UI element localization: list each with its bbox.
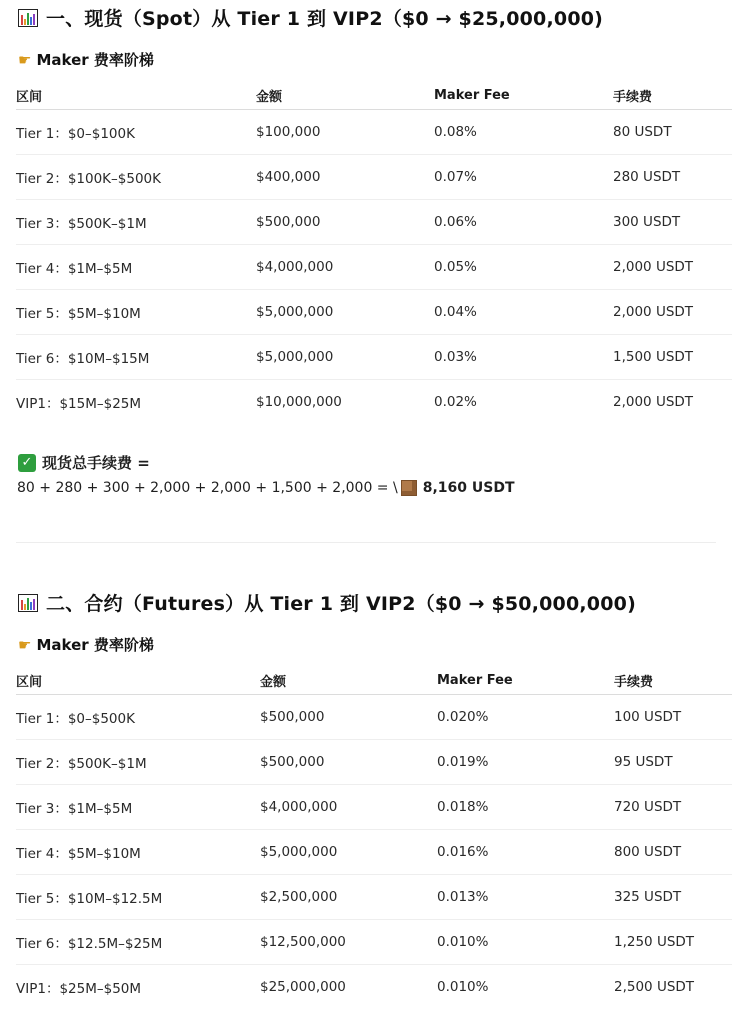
cell-amount: $5,000,000 [256, 290, 434, 335]
cell-maker-fee: 0.03% [434, 335, 613, 380]
table-row [16, 110, 732, 155]
cell-range: Tier 6：$12.5M–$25M [16, 920, 260, 965]
pointing-hand-icon: ☛ [18, 635, 32, 654]
cell-range: Tier 5：$10M–$12.5M [16, 875, 260, 920]
cell-range: Tier 3：$1M–$5M [16, 785, 260, 830]
spot-total-title [18, 452, 150, 473]
cell-maker-fee: 0.013% [437, 875, 614, 920]
cell-maker-fee: 0.010% [437, 979, 489, 995]
table-row [16, 785, 732, 830]
table-row [16, 155, 732, 200]
column-header-fee: 手续费 [614, 666, 732, 695]
cell-range: Tier 5：$5M–$10M [16, 290, 256, 335]
table-row [16, 290, 732, 335]
futures-section-title [18, 589, 636, 616]
pointing-hand-icon: ☛ [18, 50, 32, 69]
cell-maker-fee: 0.06% [434, 200, 613, 245]
package-icon [401, 480, 417, 496]
table-row [16, 245, 732, 290]
table-row [16, 380, 732, 425]
cell-maker-fee: 0.05% [434, 245, 613, 290]
cell-range: Tier 2：$100K–$500K [16, 155, 256, 200]
cell-fee: 95 USDT [614, 740, 732, 785]
column-header-range: 区间 [16, 666, 260, 695]
futures-subtitle-text: Maker 费率阶梯 [36, 636, 154, 654]
cell-range: Tier 6：$10M–$15M [16, 335, 256, 380]
cell-maker-fee: 0.04% [434, 290, 613, 335]
cell-range: Tier 1：$0–$100K [16, 110, 256, 155]
cell-amount: $4,000,000 [256, 245, 434, 290]
cell-fee: 2,000 USDT [613, 290, 732, 335]
cell-range: Tier 4：$1M–$5M [16, 245, 256, 290]
cell-fee: 300 USDT [613, 200, 732, 245]
spot-tier-table [16, 81, 732, 424]
spot-subtitle [18, 49, 154, 70]
column-header-amount: 金额 [260, 666, 437, 695]
table-row [16, 200, 732, 245]
bar-chart-icon [18, 9, 38, 27]
cell-amount: $10,000,000 [256, 394, 342, 410]
cell-amount: $400,000 [256, 155, 434, 200]
table-row [16, 335, 732, 380]
column-header-maker-fee: Maker Fee [437, 666, 614, 695]
cell-fee: 325 USDT [614, 875, 732, 920]
cell-amount: $500,000 [256, 200, 434, 245]
check-mark-icon: ✓ [18, 454, 36, 472]
cell-range: Tier 3：$500K–$1M [16, 200, 256, 245]
cell-fee: 800 USDT [614, 830, 732, 875]
spot-total-title-text: 现货总手续费 = [42, 454, 150, 472]
futures-tier-table [16, 666, 732, 1009]
cell-fee: 2,500 USDT [614, 979, 695, 995]
table-row [16, 695, 732, 740]
spot-title-text: 一、现货（Spot）从 Tier 1 到 VIP2（$0 → $25,000,000) [46, 8, 604, 30]
cell-maker-fee: 0.019% [437, 740, 614, 785]
column-header-maker-fee: Maker Fee [434, 81, 613, 110]
cell-fee: 100 USDT [614, 695, 732, 740]
section-divider [16, 542, 716, 543]
cell-amount: $12,500,000 [260, 920, 437, 965]
cell-maker-fee: 0.07% [434, 155, 613, 200]
table-row [16, 740, 732, 785]
futures-title-text: 二、合约（Futures）从 Tier 1 到 VIP2（$0 → $50,000,000) [46, 593, 636, 615]
cell-amount: $2,500,000 [260, 875, 437, 920]
table-row [16, 830, 732, 875]
cell-range: Tier 1：$0–$500K [16, 695, 260, 740]
cell-maker-fee: 0.016% [437, 830, 614, 875]
cell-maker-fee: 0.010% [437, 920, 614, 965]
table-row [16, 965, 732, 1010]
table-row [16, 875, 732, 920]
column-header-fee: 手续费 [613, 81, 732, 110]
cell-fee: 1,250 USDT [614, 920, 732, 965]
cell-maker-fee: 0.02% [434, 394, 477, 410]
spot-section-title [18, 4, 603, 31]
bar-chart-icon [18, 594, 38, 612]
spot-total-formula [17, 480, 515, 496]
cell-fee: 2,000 USDT [613, 245, 732, 290]
cell-amount: $500,000 [260, 695, 437, 740]
table-header-row [16, 666, 732, 695]
cell-fee: 1,500 USDT [613, 335, 732, 380]
cell-amount: $100,000 [256, 110, 434, 155]
cell-amount: $500,000 [260, 740, 437, 785]
cell-fee: 80 USDT [613, 110, 732, 155]
table-header-row [16, 81, 732, 110]
cell-range: Tier 4：$5M–$10M [16, 830, 260, 875]
column-header-range: 区间 [16, 81, 256, 110]
cell-range: VIP1：$15M–$25M [16, 396, 142, 412]
cell-amount: $5,000,000 [260, 830, 437, 875]
cell-amount: $4,000,000 [260, 785, 437, 830]
total-value: 8,160 USDT [422, 480, 515, 496]
cell-amount: $5,000,000 [256, 335, 434, 380]
formula-text: 80 + 280 + 300 + 2,000 + 2,000 + 1,500 + 2,000 = \ [17, 480, 398, 496]
column-header-amount: 金额 [256, 81, 434, 110]
futures-subtitle [18, 634, 154, 655]
spot-subtitle-text: Maker 费率阶梯 [36, 51, 154, 69]
cell-maker-fee: 0.08% [434, 110, 613, 155]
cell-fee: 720 USDT [614, 785, 732, 830]
cell-maker-fee: 0.018% [437, 785, 614, 830]
cell-amount: $25,000,000 [260, 979, 346, 995]
cell-maker-fee: 0.020% [437, 695, 614, 740]
cell-range: VIP1：$25M–$50M [16, 981, 142, 997]
cell-fee: 280 USDT [613, 155, 732, 200]
cell-range: Tier 2：$500K–$1M [16, 740, 260, 785]
table-row [16, 920, 732, 965]
cell-fee: 2,000 USDT [613, 394, 694, 410]
